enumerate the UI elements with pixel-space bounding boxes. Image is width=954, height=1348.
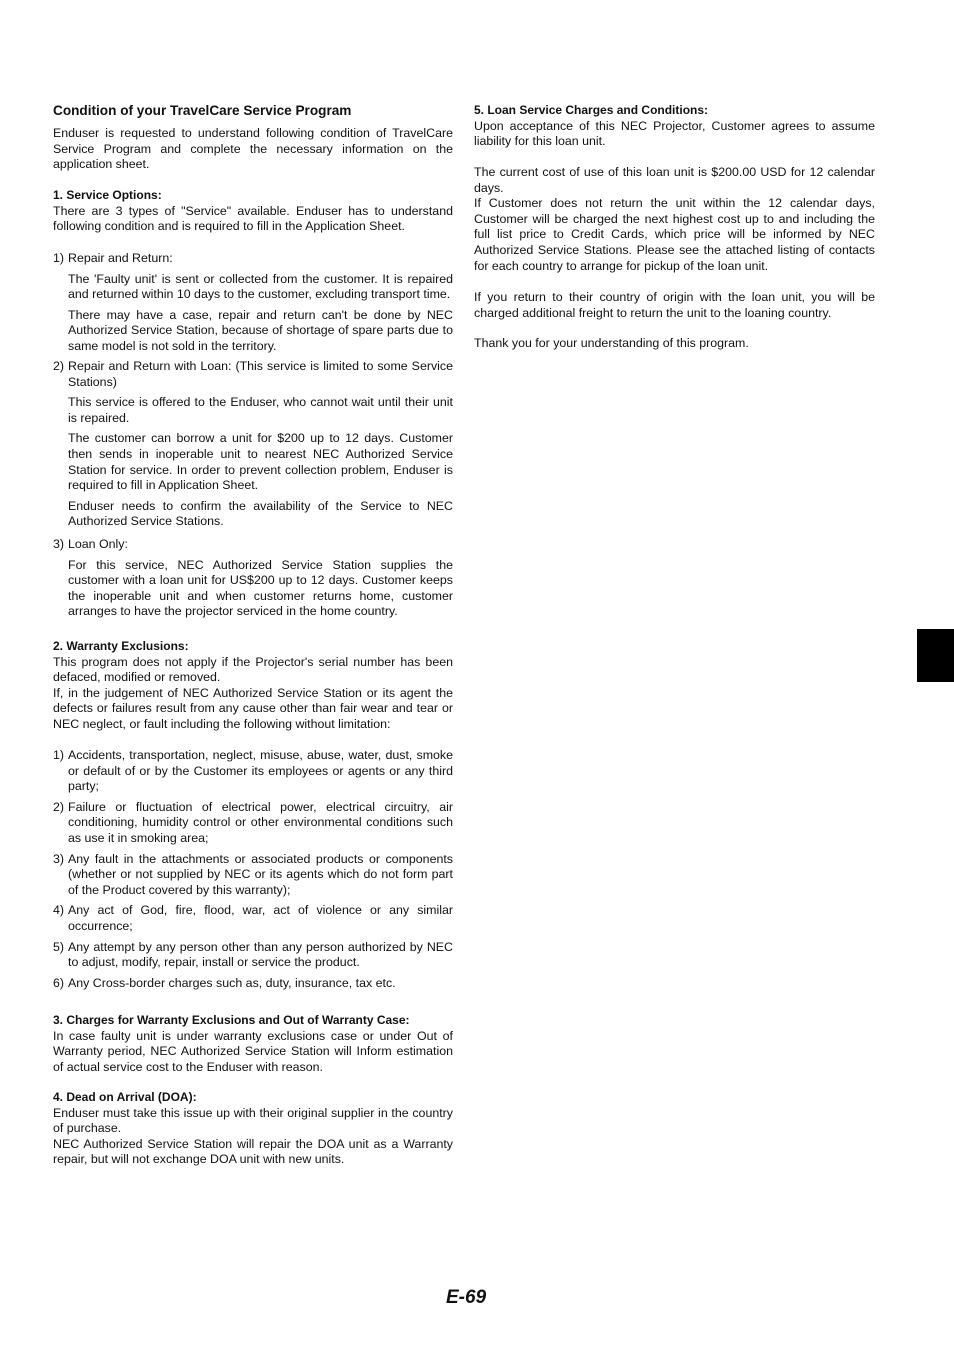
item-number: 3) [53, 537, 65, 551]
item-label: Repair and Return with Loan: (This service is limited to some Service Stations) [68, 359, 453, 389]
item-text: Any act of God, fire, flood, war, act of violence or any similar occurrence; [68, 903, 453, 933]
item-number: 5) [53, 939, 65, 954]
list-item [53, 976, 453, 992]
item-label: Loan Only: [68, 537, 128, 551]
list-item [53, 748, 453, 795]
service-option-1 [53, 251, 453, 355]
section-heading: 5. Loan Service Charges and Conditions: [474, 103, 709, 117]
section-2 [53, 639, 453, 733]
list-item [53, 800, 453, 847]
item-label: Repair and Return: [68, 251, 173, 265]
item-number: 1) [53, 748, 65, 762]
section-text: If Customer does not return the unit within the 12 calendar days, Customer will be charged the next highest cost up to and including the full list price to Credit Cards, which price will be informed by NEC Authorized Service Stations. Please see the attached listing of contacts for each country to arrange for pickup of the loan unit. [474, 196, 875, 273]
section-text: If, in the judgement of NEC Authorized Service Station or its agent the defects or failures result from any cause other than fair wear and tear or NEC neglect, or fault including the following without limitation: [53, 685, 453, 731]
section-heading: 1. Service Options: [53, 188, 162, 202]
chapter-tab-marker [917, 629, 954, 682]
section-text: Thank you for your understanding of this program. [474, 336, 749, 350]
item-para: The 'Faulty unit' is sent or collected from the customer. It is repaired and returned within 10 days to the customer, excluding transport time. [68, 271, 453, 302]
item-number: 6) [53, 975, 65, 990]
section-heading: 3. Charges for Warranty Exclusions and Out of Warranty Case: [53, 1013, 410, 1027]
section-5-thanks [474, 336, 875, 352]
section-text: Upon acceptance of this NEC Projector, Customer agrees to assume liability for this loan unit. [474, 118, 875, 149]
item-number: 2) [53, 359, 65, 373]
section-text: Enduser must take this issue up with their original supplier in the country of purchase. [53, 1105, 453, 1136]
page-title: Condition of your TravelCare Service Program [53, 103, 352, 118]
section-text: NEC Authorized Service Station will repair the DOA unit as a Warranty repair, but will not exchange DOA unit with new units. [53, 1136, 453, 1167]
section-text: This program does not apply if the Projector's serial number has been defaced, modified or removed. [53, 654, 453, 685]
section-3 [53, 1013, 453, 1075]
section-5-cost [474, 165, 875, 274]
service-option-3 [53, 537, 453, 620]
intro-text: Enduser is requested to understand following condition of TravelCare Service Program and complete the necessary information on the application sheet. [53, 126, 453, 172]
section-text: If you return to their country of origin with the loan unit, you will be charged additional freight to return the unit to the loaning country. [474, 290, 875, 320]
item-number: 3) [53, 851, 65, 866]
item-text: Failure or fluctuation of electrical power, electrical circuitry, air conditioning, humidity control or other environmental conditions such as use it in smoking area; [68, 799, 453, 845]
list-item [53, 903, 453, 934]
item-text: Any Cross-border charges such as, duty, insurance, tax etc. [68, 975, 396, 990]
exclusions-list [53, 748, 453, 996]
section-1 [53, 188, 453, 235]
section-5 [474, 103, 875, 150]
list-item [53, 940, 453, 971]
item-text: Accidents, transportation, neglect, misuse, abuse, water, dust, smoke or default of or by the Customer its employees or agents or any third party; [68, 748, 453, 794]
section-text: In case faulty unit is under warranty exclusions case or under Out of Warranty period, NEC Authorized Service Station will Inform estimation of actual service cost to the Enduser with reason. [53, 1028, 453, 1074]
section-text: There are 3 types of "Service" available. Enduser has to understand following condition and is required to fill in the Application Sheet. [53, 203, 453, 234]
item-number: 4) [53, 903, 65, 918]
item-para: Enduser needs to confirm the availability of the Service to NEC Authorized Service Stations. [68, 498, 453, 529]
item-text: Any fault in the attachments or associated products or components (whether or not supplied by NEC or its agents which do not form part of the Product covered by this warranty); [68, 851, 453, 897]
item-number: 2) [53, 799, 65, 814]
section-text: The current cost of use of this loan unit is $200.00 USD for 12 calendar days. [474, 165, 875, 195]
section-heading: 2. Warranty Exclusions: [53, 639, 189, 653]
item-para: This service is offered to the Enduser, who cannot wait until their unit is repaired. [68, 395, 453, 425]
item-text: Any attempt by any person other than any person authorized by NEC to adjust, modify, repair, install or service the product. [68, 939, 453, 970]
item-para: For this service, NEC Authorized Service Station supplies the customer with a loan unit for US$200 up to 12 days. Customer keeps the inoperable unit and when customer returns home, customer arranges to have the projector serviced in the home country. [68, 557, 453, 619]
item-para: There may have a case, repair and return can't be done by NEC Authorized Service Station, because of shortage of spare parts due to same model is not sold in the territory. [68, 307, 453, 353]
section-heading: 4. Dead on Arrival (DOA): [53, 1090, 197, 1104]
item-para: The customer can borrow a unit for $200 up to 12 days. Customer then sends in inoperable unit to nearest NEC Authorized Service Station for service. In order to prevent collection problem, Enduser is required to fill in Application Sheet. [68, 431, 453, 493]
section-4 [53, 1090, 453, 1168]
list-item [53, 852, 453, 899]
service-option-2 [53, 359, 453, 530]
page-number: E-69 [446, 1287, 487, 1308]
intro [53, 126, 453, 173]
item-number: 1) [53, 251, 65, 265]
section-5-freight [474, 290, 875, 321]
